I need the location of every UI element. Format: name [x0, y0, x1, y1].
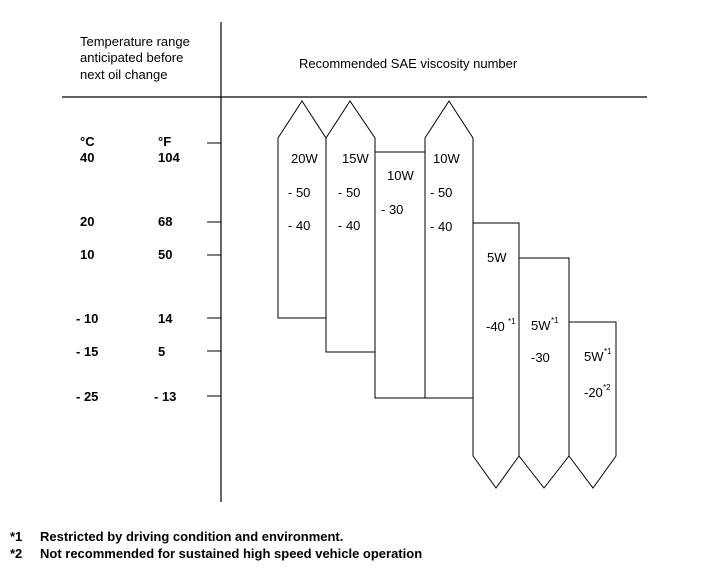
grade-20w-bar [278, 101, 326, 318]
fahrenheit-value: 104 [158, 150, 180, 165]
grade-value: - 50 [288, 185, 311, 200]
footnote-ref: *1 [604, 347, 612, 356]
temp-range-label-line-3: next oil change [80, 67, 168, 82]
celsius-value: 20 [80, 214, 95, 229]
celsius-unit: °C [80, 134, 95, 149]
fahrenheit-value: 50 [158, 247, 173, 262]
celsius-value: 10 [80, 247, 95, 262]
temp-range-label-line-1: Temperature range [80, 34, 190, 49]
celsius-value: - 25 [76, 389, 99, 404]
viscosity-title: Recommended SAE viscosity number [299, 56, 518, 71]
fahrenheit-value: - 13 [154, 389, 177, 404]
grade-value: - 40 [288, 218, 311, 233]
fahrenheit-unit: °F [158, 134, 172, 149]
grade-5w30-bar [519, 258, 569, 488]
footnote-2 [10, 546, 422, 561]
grade-label: 20W [291, 151, 318, 166]
grade-label: 15W [342, 151, 369, 166]
footnote-1 [10, 529, 343, 544]
temp-range-label-line-2: anticipated before [80, 50, 184, 65]
grade-value: - 30 [381, 202, 404, 217]
grade-label: 5W [584, 349, 604, 364]
footnote-text: Not recommended for sustained high speed vehicle operation [40, 546, 423, 561]
grade-label: 5W [487, 250, 507, 265]
footnote-ref: *1 [551, 316, 559, 325]
grade-value: - 50 [430, 185, 453, 200]
footnote-ref: *1 [508, 317, 516, 326]
footnote-mark: *1 [10, 529, 23, 544]
fahrenheit-value: 14 [158, 311, 173, 326]
footnote-text: Restricted by driving condition and environment. [40, 529, 344, 544]
fahrenheit-value: 5 [158, 344, 166, 359]
celsius-value: - 10 [76, 311, 99, 326]
grade-value: - 40 [430, 219, 453, 234]
grade-10w-bar [425, 101, 473, 398]
footnote-mark: *2 [10, 546, 23, 561]
grade-value: - 50 [338, 185, 361, 200]
grade-label: 10W [387, 168, 414, 183]
grade-value: -40 [486, 319, 505, 334]
fahrenheit-value: 68 [158, 214, 173, 229]
grade-label: 10W [433, 151, 460, 166]
celsius-value: - 15 [76, 344, 99, 359]
grade-label: 5W [531, 318, 551, 333]
grade-value: -20 [584, 385, 603, 400]
grade-value: - 40 [338, 218, 361, 233]
celsius-value: 40 [80, 150, 95, 165]
footnote-ref: *2 [603, 383, 611, 392]
grade-value: -30 [531, 350, 550, 365]
grade-10w30-bar [375, 152, 425, 398]
